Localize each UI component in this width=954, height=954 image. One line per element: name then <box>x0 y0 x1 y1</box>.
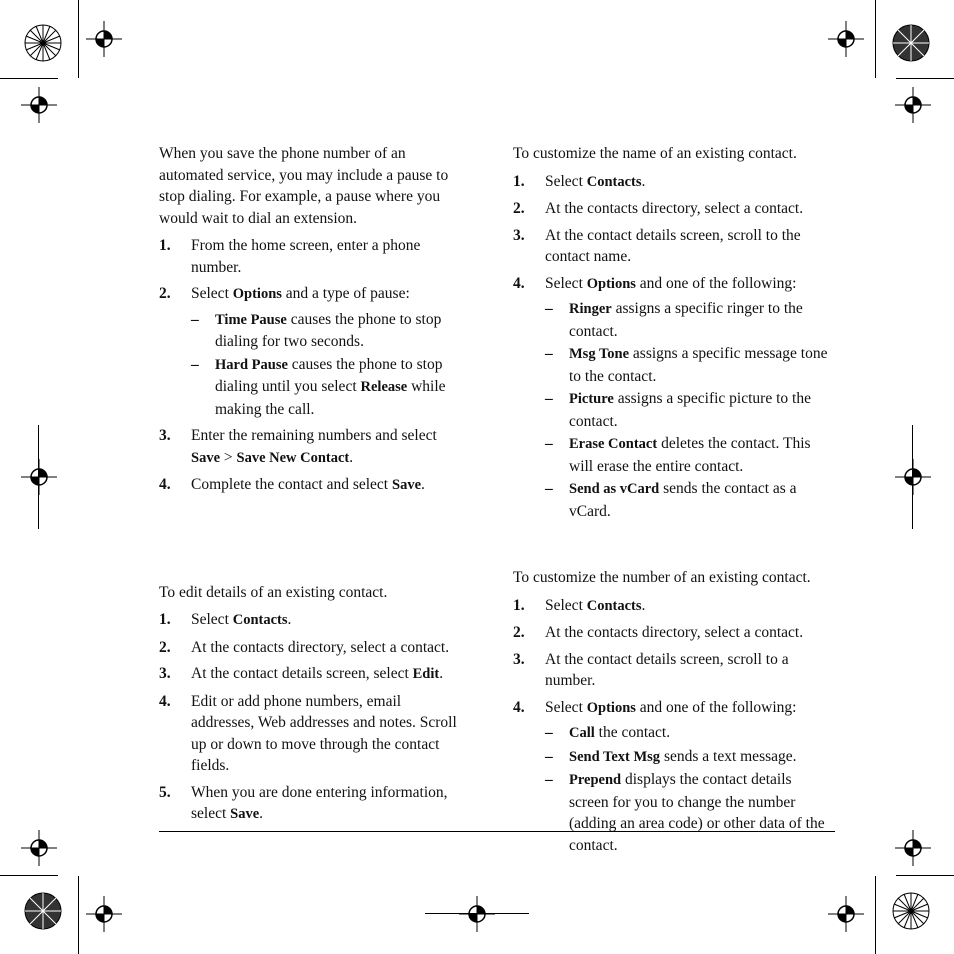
step-text: and one of the following: <box>635 274 797 292</box>
step-text: When you are done entering information, select <box>191 783 448 822</box>
edit-intro: To edit details of an existing contact. <box>159 583 388 601</box>
registration-mark-icon <box>459 896 495 932</box>
registration-mark-icon <box>828 896 864 932</box>
list-item <box>159 691 464 777</box>
crop-line <box>78 0 79 78</box>
list-item <box>191 309 464 353</box>
registration-mark-icon <box>21 87 57 123</box>
dash-bullet: – <box>545 771 553 788</box>
list-item <box>513 595 828 618</box>
list-item <box>159 474 464 497</box>
star-target-icon <box>892 24 930 62</box>
list-item <box>159 782 464 826</box>
step-text: Select <box>191 611 233 628</box>
list-item <box>191 354 464 421</box>
crop-line <box>425 913 529 914</box>
menu-term: Release <box>360 379 408 395</box>
option-text: sends a text message. <box>660 747 797 765</box>
registration-mark-icon <box>21 830 57 866</box>
menu-term: Save <box>230 806 260 822</box>
name-options <box>545 298 828 522</box>
dash-bullet: – <box>545 345 553 362</box>
list-item <box>513 697 828 857</box>
menu-term: Msg Tone <box>569 346 630 362</box>
pause-options <box>191 309 464 421</box>
crop-line <box>896 78 954 79</box>
crop-line <box>0 875 58 876</box>
step-text: Select <box>545 596 587 614</box>
menu-term: Edit <box>412 666 440 682</box>
registration-mark-icon <box>828 21 864 57</box>
option-text: assigns a specific ringer to the contact. <box>569 300 803 340</box>
step-text: . <box>641 596 646 614</box>
menu-term: Send as vCard <box>569 481 660 497</box>
step-text: . <box>259 805 264 822</box>
step-number: 5. <box>159 783 171 801</box>
number-intro: To customize the number of an existing contact. <box>513 569 811 586</box>
star-target-icon <box>892 892 930 930</box>
option-text: the contact. <box>594 724 671 741</box>
option-text: causes the phone to stop dialing for two seconds. <box>215 310 442 350</box>
registration-mark-icon <box>895 87 931 123</box>
step-text: Edit or add phone numbers, email addresses, Web addresses and notes. Scroll up or down to move through the contact fields. <box>191 692 457 774</box>
star-target-icon <box>24 892 62 930</box>
step-number: 3. <box>159 665 171 682</box>
list-item <box>513 225 828 268</box>
step-number: 2. <box>513 200 525 217</box>
step-number: 1. <box>159 611 171 628</box>
step-text: Select <box>545 698 587 716</box>
registration-mark-icon <box>86 896 122 932</box>
step-number: 2. <box>513 624 525 641</box>
list-item <box>545 298 828 342</box>
menu-term: Save New Contact <box>236 449 350 466</box>
list-item <box>545 478 828 522</box>
step-number: 3. <box>513 226 525 244</box>
step-text: Complete the contact and select <box>191 476 392 493</box>
registration-mark-icon <box>21 459 57 495</box>
option-text: causes the phone to stop dialing until you select <box>215 355 443 395</box>
menu-term: Save <box>191 449 220 466</box>
menu-term: Ringer <box>569 301 612 317</box>
edit-steps <box>159 609 464 826</box>
menu-term: Hard Pause <box>215 356 288 373</box>
pause-steps <box>159 235 464 497</box>
step-text: At the contact details screen, select <box>191 665 413 682</box>
step-text: At the contacts directory, select a contact. <box>545 200 804 217</box>
menu-term: Contacts <box>586 597 642 614</box>
list-item <box>513 649 828 692</box>
menu-term: Erase Contact <box>569 436 658 452</box>
dash-bullet: – <box>545 435 553 452</box>
menu-term: Picture <box>569 391 614 407</box>
step-text: . <box>287 611 292 628</box>
step-text: and one of the following: <box>635 698 797 716</box>
dash-bullet: – <box>545 724 553 741</box>
step-text: > <box>220 448 237 466</box>
step-text: . <box>641 172 646 190</box>
list-item <box>159 235 464 278</box>
list-item <box>545 769 828 856</box>
list-item <box>545 388 828 432</box>
step-number: 3. <box>159 427 171 444</box>
crop-line <box>38 425 39 529</box>
registration-mark-icon <box>895 459 931 495</box>
menu-term: Options <box>586 699 636 716</box>
list-item <box>513 171 828 194</box>
list-item <box>159 609 464 632</box>
step-text: Select <box>545 172 587 190</box>
list-item <box>159 663 464 686</box>
dash-bullet: – <box>545 390 553 407</box>
right-column <box>513 143 828 861</box>
list-item <box>513 273 828 523</box>
registration-mark-icon <box>895 830 931 866</box>
step-number: 2. <box>159 638 171 656</box>
option-text: assigns a specific message tone to the contact. <box>569 345 828 385</box>
menu-term: Contacts <box>586 173 642 190</box>
pause-intro: When you save the phone number of an automated service, you may include a pause to stop dialing. For example, a pause where you would wait to dial an extension. <box>159 145 449 227</box>
step-text: Select <box>191 285 233 302</box>
footer-rule <box>159 831 835 832</box>
list-item <box>513 622 828 644</box>
menu-term: Options <box>586 275 636 292</box>
list-item <box>159 425 464 469</box>
menu-term: Time Pause <box>215 311 287 328</box>
list-item <box>545 722 828 745</box>
step-text: At the contact details screen, scroll to a number. <box>545 650 789 689</box>
dash-bullet: – <box>545 480 553 497</box>
step-text: At the contacts directory, select a contact. <box>545 624 804 641</box>
step-text: At the contacts directory, select a contact. <box>191 638 450 656</box>
option-text: assigns a specific picture to the contact. <box>569 390 811 430</box>
step-number: 2. <box>159 285 171 302</box>
step-number: 4. <box>159 476 171 493</box>
option-text: deletes the contact. This will erase the entire contact. <box>569 435 811 475</box>
step-number: 4. <box>513 274 525 292</box>
list-item <box>545 746 828 769</box>
step-text: At the contact details screen, scroll to the contact name. <box>545 226 801 265</box>
dash-bullet: – <box>545 747 553 765</box>
step-text: From the home screen, enter a phone number. <box>191 237 421 276</box>
list-item <box>513 198 828 220</box>
crop-line <box>875 0 876 78</box>
list-item <box>545 343 828 387</box>
step-number: 4. <box>513 698 525 716</box>
step-number: 4. <box>159 692 171 710</box>
crop-line <box>0 78 58 79</box>
number-options <box>545 722 828 856</box>
step-text: Enter the remaining numbers and select <box>191 427 437 444</box>
step-text: and a type of pause: <box>281 285 410 302</box>
step-text: . <box>421 476 425 493</box>
number-steps <box>513 595 828 857</box>
menu-term: Call <box>569 725 595 741</box>
option-text: displays the contact details screen for you to change the number (adding an area code) or other data of the contact. <box>569 771 825 854</box>
dash-bullet: – <box>545 300 553 317</box>
list-item <box>545 433 828 477</box>
crop-line <box>875 876 876 954</box>
crop-line <box>78 876 79 954</box>
name-intro: To customize the name of an existing contact. <box>513 145 797 162</box>
registration-mark-icon <box>86 21 122 57</box>
left-column <box>159 143 464 831</box>
step-number: 1. <box>513 172 525 190</box>
step-number: 1. <box>513 596 525 614</box>
menu-term: Options <box>232 286 282 302</box>
menu-term: Send Text Msg <box>569 748 661 765</box>
step-text: . <box>439 665 444 682</box>
step-number: 1. <box>159 237 171 254</box>
option-text: while making the call. <box>215 378 446 418</box>
menu-term: Prepend <box>569 772 622 788</box>
step-text: . <box>349 448 354 466</box>
menu-term: Save <box>392 477 421 493</box>
menu-term: Contacts <box>232 612 288 628</box>
star-target-icon <box>24 24 62 62</box>
list-item <box>159 637 464 659</box>
crop-line <box>912 425 913 529</box>
crop-line <box>896 875 954 876</box>
dash-bullet: – <box>191 310 199 328</box>
name-steps <box>513 171 828 523</box>
dash-bullet: – <box>191 355 199 373</box>
step-text: Select <box>545 274 587 292</box>
list-item <box>159 283 464 420</box>
step-number: 3. <box>513 650 525 668</box>
option-text: sends the contact as a vCard. <box>569 480 797 520</box>
